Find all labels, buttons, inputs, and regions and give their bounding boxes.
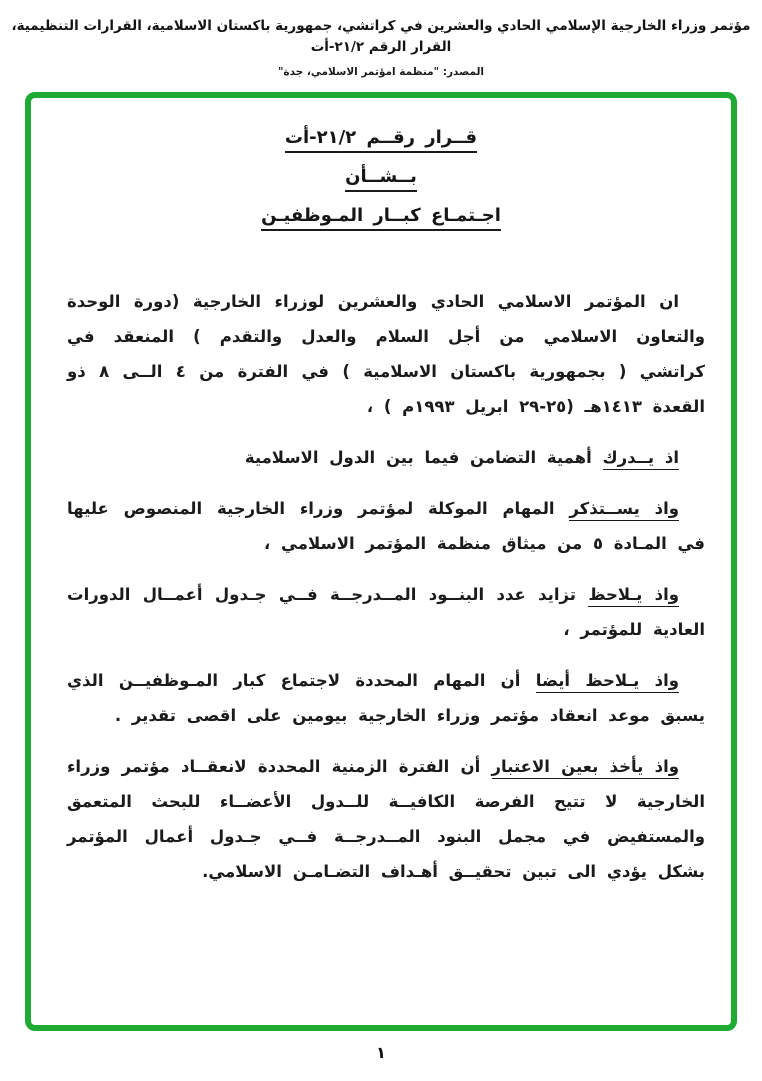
paragraph-text: أن الفترة الزمنية المحددة لانعقــاد مؤتمر وزراء الخارجية لا تتيح الفرصة الكافيــة للــدول الأعضــاء للبحث المتعمق والمستفيض في مجمل البنود المــدرجــة فــي جـدول أعمال المؤتمر بشكل يؤدي الى تبين تحقيــق أهـداف التضـامـن الاسلامي.: [67, 757, 705, 881]
paragraph-text: المهام الموكلة لمؤتمر وزراء الخارجية المنصوص عليها في المـادة ٥ من ميثاق منظمة المؤتمر الاسلامي ،: [67, 499, 705, 553]
paragraph-lead: واذ يـلاحظ أيضا: [536, 671, 679, 693]
resolution-subject-title-text: اجـتمـاع كبــار المـوظفيـن: [261, 205, 501, 231]
preamble-paragraph-6: [67, 749, 705, 889]
paragraph-text: أن المهام المحددة لاجتماع كبار المـوظفيــن الذي يسبق موعد انعقاد مؤتمر وزراء الخارجية بيومين على اقصى تقدير .: [67, 671, 705, 725]
paragraph-text: ان المؤتمر الاسلامي الحادي والعشرين لوزراء الخارجية (دورة الوحدة والتعاون الاسلامي من أجل السلام والعدل والتقدم ) المنعقد في كراتشي ( بجمهورية باكستان الاسلامية ) في الفترة من ٤ الــى ٨ ذو القعدة ١٤١٣هـ (٢٥-٢٩ ابريل ١٩٩٣م ) ،: [67, 292, 705, 416]
preamble-paragraph-1: [67, 284, 705, 424]
preamble-paragraph-4: [67, 577, 705, 647]
resolution-title-block: [31, 126, 731, 243]
paragraph-text: أهمية التضامن فيما بين الدول الاسلامية: [244, 448, 603, 467]
resolution-number-text: قــرار رقــم ٢١/٢-أت: [285, 127, 477, 153]
resolution-body: [67, 284, 705, 905]
header-source: المصدر: "منظمة امؤتمر الاسلامي، جدة": [277, 66, 485, 78]
preamble-paragraph-3: [67, 491, 705, 561]
resolution-subject-title: [31, 204, 731, 228]
paragraph-lead: واذ يســتذكر: [569, 499, 679, 521]
document-frame: [25, 92, 737, 1031]
paragraph-text: تزايد عدد البنــود المــدرجــة فــي جـدول أعمــال الدورات العادية للمؤتمر ،: [67, 585, 705, 639]
resolution-subject-label-text: بــشــأن: [345, 166, 417, 192]
preamble-paragraph-2: [67, 440, 705, 475]
resolution-subject-label: [31, 165, 731, 189]
paragraph-lead: اذ يــدرك: [603, 448, 680, 470]
page-header: [0, 16, 762, 78]
paragraph-lead: واذ يـلاحظ: [588, 585, 679, 607]
header-title: مؤتمر وزراء الخارجية الإسلامي الحادي والعشرين في كراتشي، جمهورية باكستان الاسلامية، القرارات التنظيمية، القرار الرقم ٢١/٢-أت: [11, 18, 751, 55]
page-number: ١: [376, 1043, 386, 1062]
preamble-paragraph-5: [67, 663, 705, 733]
paragraph-lead: واذ يأخذ بعين الاعتبار: [492, 757, 679, 779]
resolution-number-title: [31, 126, 731, 150]
